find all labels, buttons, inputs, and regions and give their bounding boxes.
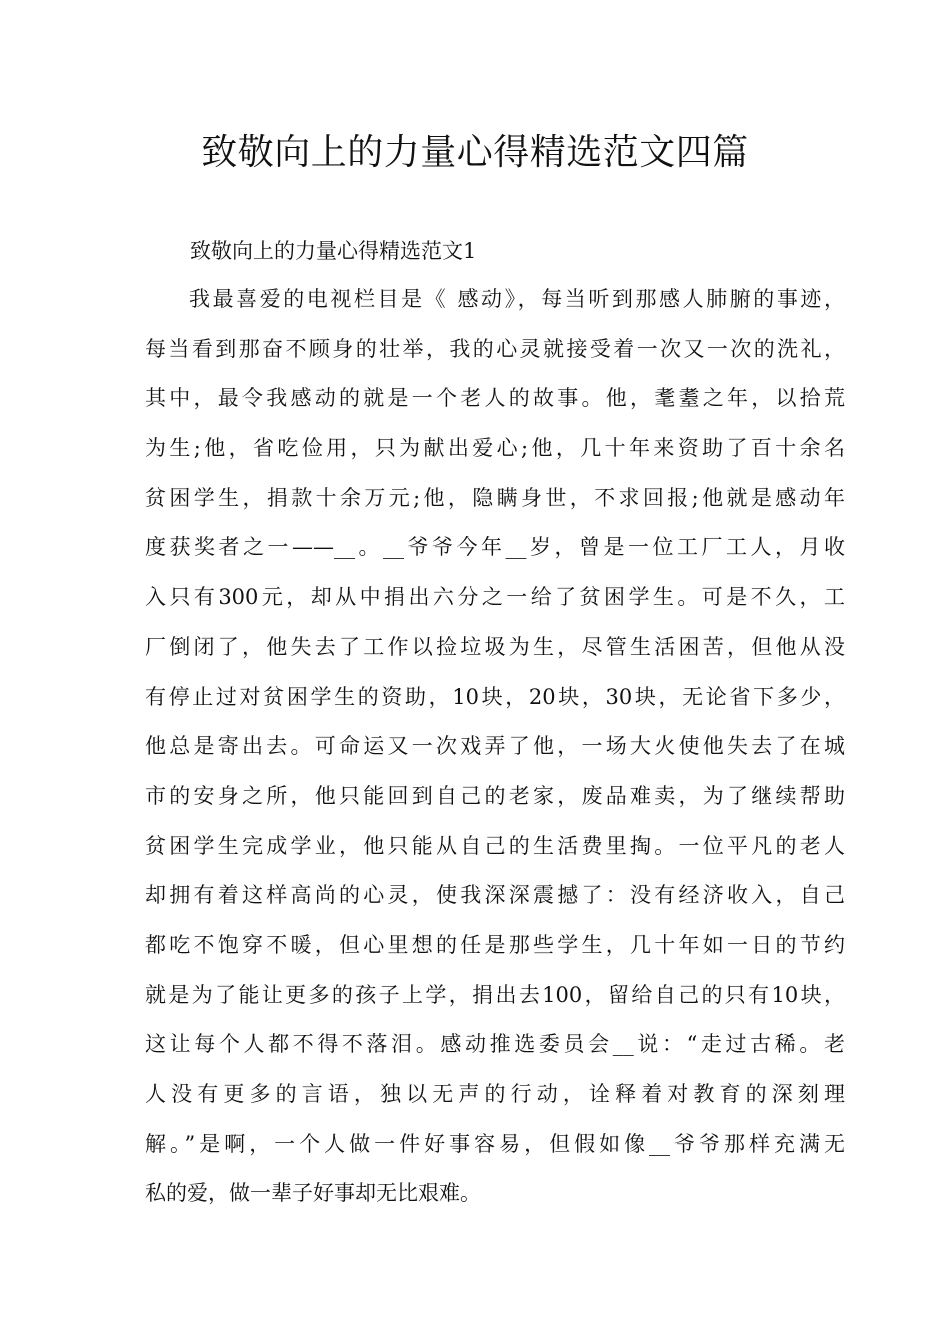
paragraph-line: 入只有300元，却从中捐出六分之一给了贫困学生。可是不久，工 xyxy=(145,585,845,610)
paragraph-line: 贫困学生，捐款十余万元;他，隐瞒身世，不求回报;他就是感动年 xyxy=(145,485,845,510)
paragraph-line: 有停止过对贫困学生的资助，10块，20块，30块，无论省下多少， xyxy=(145,684,845,709)
paragraph-line: 为生;他，省吃俭用，只为献出爱心;他，几十年来资助了百十余名 xyxy=(145,436,845,461)
paragraph-line: 其中，最令我感动的就是一个老人的故事。他，耄耋之年，以拾荒 xyxy=(145,386,845,411)
paragraph-line: 每当看到那奋不顾身的壮举，我的心灵就接受着一次又一次的洗礼， xyxy=(145,336,845,361)
section-heading: 致敬向上的力量心得精选范文1 xyxy=(190,239,477,263)
paragraph-line: 解。”是啊，一个人做一件好事容易，但假如像__爷爷那样充满无 xyxy=(145,1131,845,1156)
paragraph-line: 厂倒闭了，他失去了工作以捡垃圾为生，尽管生活困苦，但他从没 xyxy=(145,634,845,659)
paragraph-line: 度获奖者之一——__。__爷爷今年__岁，曾是一位工厂工人，月收 xyxy=(145,535,845,560)
paragraph-line: 就是为了能让更多的孩子上学，捐出去100，留给自己的只有10块， xyxy=(145,982,845,1007)
paragraph-line: 他总是寄出去。可命运又一次戏弄了他，一场大火使他失去了在城 xyxy=(145,734,845,759)
paragraph-line: 这让每个人都不得不落泪。感动推选委员会__说：“走过古稀。老 xyxy=(145,1032,845,1057)
paragraph-line: 我最喜爱的电视栏目是《 感动》，每当听到那感人肺腑的事迹， xyxy=(189,287,845,311)
paragraph-line: 市的安身之所，他只能回到自己的老家，废品难卖，为了继续帮助 xyxy=(145,783,845,808)
document-title: 致敬向上的力量心得精选范文四篇 xyxy=(201,132,749,173)
paragraph-line: 私的爱，做一辈子好事却无比艰难。 xyxy=(145,1181,481,1206)
paragraph xyxy=(145,282,845,1226)
paragraph-line: 人没有更多的言语，独以无声的行动，诠释着对教育的深刻理 xyxy=(145,1082,845,1106)
paragraph-line: 贫困学生完成学业，他只能从自己的生活费里掏。一位平凡的老人 xyxy=(145,833,845,858)
paragraph-line: 却拥有着这样高尚的心灵，使我深深震撼了：没有经济收入，自己 xyxy=(145,883,845,908)
paragraph-line: 都吃不饱穿不暖，但心里想的任是那些学生，几十年如一日的节约 xyxy=(145,932,845,957)
